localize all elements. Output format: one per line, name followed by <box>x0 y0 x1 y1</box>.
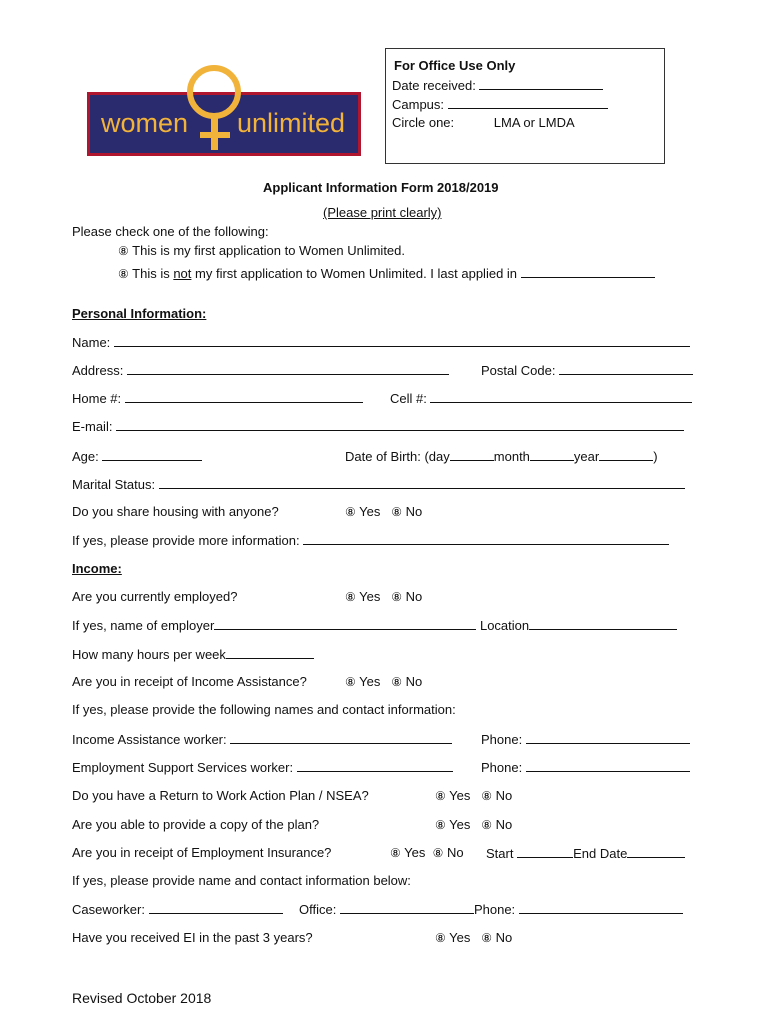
yes-checkbox-icon[interactable]: ⑧ <box>345 675 356 689</box>
no-label: No <box>405 674 423 689</box>
no-label: No <box>447 845 464 860</box>
date-received-label: Date received: <box>392 78 476 93</box>
marital-field[interactable] <box>159 476 685 489</box>
no-checkbox-icon[interactable]: ⑧ <box>481 931 492 945</box>
ia-worker-row <box>72 731 452 747</box>
end-date-label: End Date <box>573 846 628 861</box>
circle-one-options[interactable]: LMA or LMDA <box>493 115 575 130</box>
ess-worker-field[interactable] <box>297 759 453 772</box>
cell-label: Cell #: <box>390 391 427 406</box>
women-unlimited-logo <box>87 62 359 152</box>
ess-phone-row <box>481 759 690 775</box>
age-label: Age: <box>72 449 99 464</box>
yes-checkbox-icon[interactable]: ⑧ <box>435 931 446 945</box>
copy-yesno <box>435 817 512 832</box>
ia-worker-field[interactable] <box>230 731 452 744</box>
dob-day-field[interactable] <box>450 448 494 461</box>
ei-dates-row <box>486 845 685 861</box>
office-use-box <box>385 48 665 164</box>
employed-label: Are you currently employed? <box>72 589 238 604</box>
ei-phone-label: Phone: <box>473 902 516 917</box>
address-row <box>72 362 449 378</box>
checkbox-icon[interactable]: ⑧ <box>118 244 129 258</box>
yes-checkbox-icon[interactable]: ⑧ <box>345 505 356 519</box>
housing-label: Do you share housing with anyone? <box>72 504 279 519</box>
first-app-label: This is my first application to Women Unlimited. <box>132 243 406 258</box>
check-prompt: Please check one of the following: <box>72 224 269 239</box>
no-checkbox-icon[interactable]: ⑧ <box>481 789 492 803</box>
yes-label: Yes <box>359 589 381 604</box>
income-heading: Income: <box>72 561 122 576</box>
name-field[interactable] <box>114 334 690 347</box>
form-title: Applicant Information Form 2018/2019 <box>263 180 499 195</box>
revision-footer: Revised October 2018 <box>72 990 212 1006</box>
assistance-yesno <box>345 674 422 689</box>
no-label: No <box>495 817 513 832</box>
office-field[interactable] <box>340 901 474 914</box>
dob-row <box>345 448 658 464</box>
dob-month-label: month <box>493 449 530 464</box>
rtw-label: Do you have a Return to Work Action Plan / NSEA? <box>72 788 369 803</box>
campus-field[interactable] <box>448 96 608 109</box>
rtw-yesno <box>435 788 512 803</box>
yes-label: Yes <box>449 788 471 803</box>
office-row <box>299 901 683 917</box>
home-label: Home #: <box>72 391 122 406</box>
copy-label: Are you able to provide a copy of the plan? <box>72 817 320 832</box>
housing-more-label: If yes, please provide more information: <box>72 533 300 548</box>
personal-heading: Personal Information: <box>72 306 207 321</box>
home-field[interactable] <box>125 390 363 403</box>
dob-year-field[interactable] <box>599 448 653 461</box>
not-first-label-not: not <box>173 266 192 281</box>
caseworker-field[interactable] <box>149 901 283 914</box>
hours-row <box>72 646 314 662</box>
yes-label: Yes <box>359 504 381 519</box>
housing-more-row <box>72 532 669 548</box>
ess-worker-row <box>72 759 453 775</box>
marital-row <box>72 476 685 492</box>
name-label: Name: <box>72 335 111 350</box>
office-label: Office: <box>299 902 337 917</box>
age-row <box>72 448 202 464</box>
employer-row <box>72 617 677 633</box>
first-app-option[interactable] <box>118 243 405 258</box>
employer-label: If yes, name of employer <box>72 618 215 633</box>
yes-checkbox-icon[interactable]: ⑧ <box>390 846 401 860</box>
caseworker-label: Caseworker: <box>72 902 145 917</box>
no-checkbox-icon[interactable]: ⑧ <box>481 818 492 832</box>
not-first-label-post: my first application to Women Unlimited. I last applied in <box>191 266 518 281</box>
dob-close: ) <box>653 449 658 464</box>
address-field[interactable] <box>127 362 449 375</box>
campus-row <box>392 96 608 112</box>
ia-phone-row <box>481 731 690 747</box>
form-subtitle: (Please print clearly) <box>323 205 442 220</box>
location-field[interactable] <box>529 617 677 630</box>
name-row <box>72 334 690 350</box>
ei-phone-field[interactable] <box>519 901 683 914</box>
marital-label: Marital Status: <box>72 477 156 492</box>
employer-field[interactable] <box>214 617 476 630</box>
no-label: No <box>405 589 423 604</box>
yes-label: Yes <box>404 845 426 860</box>
start-label: Start <box>486 846 514 861</box>
office-title: For Office Use Only <box>394 58 516 73</box>
date-received-field[interactable] <box>479 77 603 90</box>
logo-word-women: women <box>101 108 189 138</box>
hours-label: How many hours per week <box>72 647 226 662</box>
home-row <box>72 390 363 406</box>
age-field[interactable] <box>102 448 202 461</box>
campus-label: Campus: <box>392 97 445 112</box>
ess-phone-field[interactable] <box>526 759 690 772</box>
last-applied-field[interactable] <box>521 265 655 278</box>
no-checkbox-icon[interactable]: ⑧ <box>391 675 402 689</box>
no-checkbox-icon[interactable]: ⑧ <box>432 846 444 860</box>
not-first-label-pre: This is <box>132 266 174 281</box>
employed-yesno <box>345 589 422 604</box>
housing-yesno <box>345 504 422 519</box>
no-label: No <box>495 788 513 803</box>
yes-checkbox-icon[interactable]: ⑧ <box>435 789 446 803</box>
dob-day-label: Date of Birth: (day <box>345 449 450 464</box>
circle-one-row <box>392 115 575 130</box>
yes-checkbox-icon[interactable]: ⑧ <box>435 818 446 832</box>
dob-month-field[interactable] <box>530 448 574 461</box>
ei-yesno <box>390 845 464 860</box>
ess-phone-label: Phone: <box>481 760 523 775</box>
end-date-field[interactable] <box>627 845 685 858</box>
no-checkbox-icon[interactable]: ⑧ <box>391 505 402 519</box>
caseworker-row <box>72 901 283 917</box>
no-checkbox-icon[interactable]: ⑧ <box>391 590 402 604</box>
cell-field[interactable] <box>430 390 692 403</box>
hours-field[interactable] <box>226 646 314 659</box>
not-first-app-option[interactable] <box>118 265 655 281</box>
email-label: E-mail: <box>72 419 113 434</box>
assistance-label: Are you in receipt of Income Assistance? <box>72 674 307 689</box>
postal-row <box>481 362 693 378</box>
housing-more-field[interactable] <box>303 532 669 545</box>
start-field[interactable] <box>517 845 573 858</box>
circle-one-label: Circle one: <box>392 115 455 130</box>
yes-label: Yes <box>449 930 471 945</box>
ei-contact-label: If yes, please provide name and contact information below: <box>72 873 411 888</box>
yes-label: Yes <box>449 817 471 832</box>
ia-worker-label: Income Assistance worker: <box>72 732 227 747</box>
no-label: No <box>405 504 423 519</box>
location-label: Location <box>479 618 530 633</box>
no-label: No <box>495 930 513 945</box>
ia-phone-field[interactable] <box>526 731 690 744</box>
yes-checkbox-icon[interactable]: ⑧ <box>345 590 356 604</box>
dob-year-label: year <box>573 449 600 464</box>
ei-label: Are you in receipt of Employment Insurance? <box>72 845 332 860</box>
assist-names-label: If yes, please provide the following names and contact information: <box>72 702 456 717</box>
cell-row <box>390 390 692 406</box>
postal-field[interactable] <box>559 362 693 375</box>
ia-phone-label: Phone: <box>481 732 523 747</box>
address-label: Address: <box>72 363 124 378</box>
ei-past-yesno <box>435 930 512 945</box>
date-received-row <box>392 77 603 93</box>
checkbox-icon[interactable]: ⑧ <box>118 267 129 281</box>
yes-label: Yes <box>359 674 381 689</box>
postal-label: Postal Code: <box>481 363 556 378</box>
ess-worker-label: Employment Support Services worker: <box>72 760 294 775</box>
logo-word-unlimited: unlimited <box>237 108 346 138</box>
email-field[interactable] <box>116 418 684 431</box>
email-row <box>72 418 684 434</box>
ei-past-label: Have you received EI in the past 3 years? <box>72 930 313 945</box>
